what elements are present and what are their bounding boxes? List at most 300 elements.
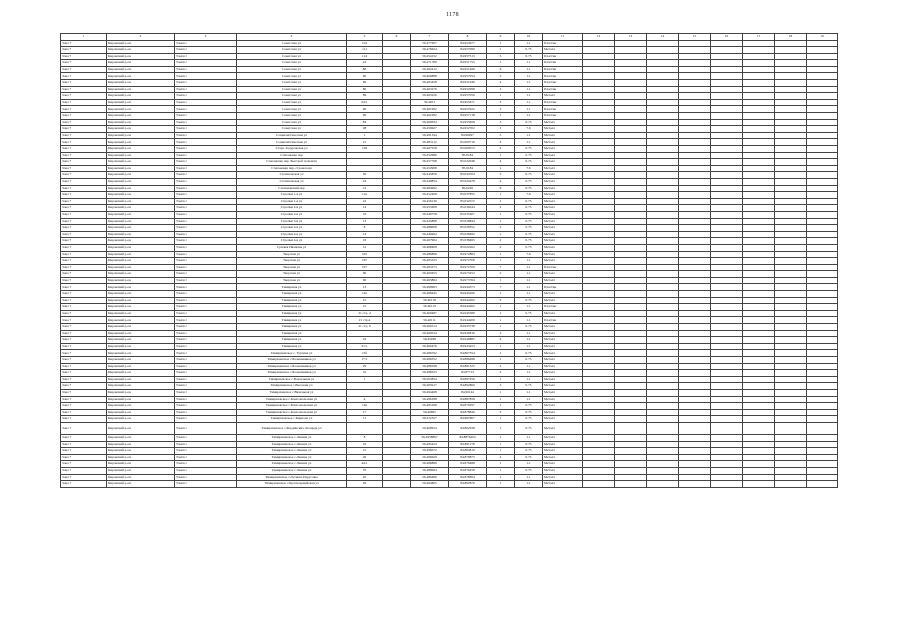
zone-cell: Зона 7 bbox=[61, 258, 107, 265]
material-cell: Металл bbox=[543, 251, 583, 258]
empty-cell bbox=[583, 310, 615, 317]
empty-cell bbox=[711, 376, 743, 383]
empty-cell bbox=[583, 185, 615, 192]
lon-cell: 85.035207 bbox=[449, 211, 487, 218]
empty-cell bbox=[583, 350, 615, 357]
material-cell: Пластик bbox=[543, 99, 583, 106]
empty-cell bbox=[615, 409, 647, 416]
empty-cell bbox=[743, 178, 775, 185]
empty-cell bbox=[583, 454, 615, 461]
volume-cell: 1.1 bbox=[515, 86, 543, 93]
count-cell: 3 bbox=[487, 86, 515, 93]
empty-cell bbox=[583, 80, 615, 87]
empty-cell bbox=[775, 310, 807, 317]
lon-cell: 84.944209 bbox=[449, 317, 487, 324]
empty-cell bbox=[615, 454, 647, 461]
empty-cell bbox=[647, 139, 679, 146]
extra-cell bbox=[383, 165, 411, 172]
column-header: 6 bbox=[383, 34, 411, 41]
empty-cell bbox=[711, 448, 743, 455]
city-cell: Томск г bbox=[175, 73, 237, 80]
empty-cell bbox=[647, 178, 679, 185]
table-row bbox=[61, 422, 838, 434]
empty-cell bbox=[583, 291, 615, 298]
empty-cell bbox=[615, 284, 647, 291]
lat-cell: 56.455608 bbox=[411, 205, 449, 212]
district-cell: Кировский р-он bbox=[107, 271, 175, 278]
volume-cell: 0.75 bbox=[515, 172, 543, 179]
empty-cell bbox=[743, 297, 775, 304]
volume-cell: 7.6 bbox=[515, 251, 543, 258]
empty-cell bbox=[775, 185, 807, 192]
count-cell: 3 bbox=[487, 383, 515, 390]
empty-cell bbox=[743, 211, 775, 218]
empty-cell bbox=[807, 80, 838, 87]
lon-cell: 85.024278 bbox=[449, 178, 487, 185]
street-cell: Тимирязевское с.Вокзальная ул bbox=[237, 376, 347, 383]
empty-cell bbox=[647, 126, 679, 133]
street-cell: Советская ул bbox=[237, 126, 347, 133]
zone-cell: Зона 7 bbox=[61, 383, 107, 390]
empty-cell bbox=[807, 238, 838, 245]
empty-cell bbox=[711, 291, 743, 298]
empty-cell bbox=[807, 291, 838, 298]
table-row bbox=[61, 244, 838, 251]
table-row bbox=[61, 357, 838, 364]
empty-cell bbox=[807, 119, 838, 126]
material-cell: Пластик bbox=[543, 106, 583, 113]
empty-cell bbox=[647, 284, 679, 291]
empty-cell bbox=[615, 422, 647, 434]
empty-cell bbox=[743, 152, 775, 159]
extra-cell bbox=[383, 416, 411, 423]
street-cell: Советская ул bbox=[237, 86, 347, 93]
city-cell: Томск г bbox=[175, 244, 237, 251]
lat-cell: 56.488064 bbox=[411, 467, 449, 474]
lat-cell: 56.476624 bbox=[411, 47, 449, 54]
empty-cell bbox=[775, 152, 807, 159]
empty-cell bbox=[775, 99, 807, 106]
zone-cell: Зона 7 bbox=[61, 99, 107, 106]
empty-cell bbox=[583, 297, 615, 304]
material-cell: Металл bbox=[543, 310, 583, 317]
empty-cell bbox=[807, 152, 838, 159]
street-cell: Степановка пер. Быстрой транзитн bbox=[237, 159, 347, 166]
lon-cell: 84.886498 bbox=[449, 357, 487, 364]
house-cell: 114 bbox=[347, 53, 383, 60]
empty-cell bbox=[743, 185, 775, 192]
district-cell: Кировский р-он bbox=[107, 146, 175, 153]
table-row bbox=[61, 185, 838, 192]
empty-cell bbox=[775, 291, 807, 298]
material-cell: Пластик bbox=[543, 264, 583, 271]
district-cell: Кировский р-он bbox=[107, 139, 175, 146]
city-cell: Томск г bbox=[175, 396, 237, 403]
empty-cell bbox=[807, 376, 838, 383]
count-cell: 1 bbox=[487, 310, 515, 317]
empty-cell bbox=[647, 218, 679, 225]
street-cell: Стрелки 2-я ул bbox=[237, 205, 347, 212]
zone-cell: Зона 7 bbox=[61, 409, 107, 416]
empty-cell bbox=[679, 416, 711, 423]
empty-cell bbox=[775, 317, 807, 324]
count-cell: 2 bbox=[487, 370, 515, 377]
volume-cell: 1.1 bbox=[515, 474, 543, 481]
empty-cell bbox=[807, 225, 838, 232]
city-cell: Томск г bbox=[175, 152, 237, 159]
empty-cell bbox=[647, 192, 679, 199]
material-cell: Металл bbox=[543, 383, 583, 390]
district-cell: Кировский р-он bbox=[107, 350, 175, 357]
empty-cell bbox=[679, 343, 711, 350]
street-cell: Советская ул bbox=[237, 47, 347, 54]
table-row bbox=[61, 211, 838, 218]
lon-cell: 84.897456 bbox=[449, 376, 487, 383]
empty-cell bbox=[615, 416, 647, 423]
empty-cell bbox=[807, 47, 838, 54]
lon-cell: 85.009572 bbox=[449, 146, 487, 153]
empty-cell bbox=[679, 324, 711, 331]
volume-cell: 7.6 bbox=[515, 126, 543, 133]
empty-cell bbox=[615, 434, 647, 441]
empty-cell bbox=[807, 454, 838, 461]
empty-cell bbox=[807, 198, 838, 205]
material-cell: Металл bbox=[543, 132, 583, 139]
table-row bbox=[61, 481, 838, 488]
empty-cell bbox=[679, 251, 711, 258]
empty-cell bbox=[807, 99, 838, 106]
empty-cell bbox=[743, 93, 775, 100]
empty-cell bbox=[743, 481, 775, 488]
empty-cell bbox=[679, 238, 711, 245]
empty-cell bbox=[679, 73, 711, 80]
lon-cell: 84.953658 bbox=[449, 119, 487, 126]
lon-cell: 84.891178 bbox=[449, 441, 487, 448]
empty-cell bbox=[775, 198, 807, 205]
material-cell: Металл bbox=[543, 159, 583, 166]
zone-cell: Зона 7 bbox=[61, 350, 107, 357]
district-cell: Кировский р-он bbox=[107, 370, 175, 377]
lat-cell: 56.488198 bbox=[411, 363, 449, 370]
house-cell: 80 bbox=[347, 86, 383, 93]
extra-cell bbox=[383, 330, 411, 337]
lat-cell: 56.462412 bbox=[411, 66, 449, 73]
extra-cell bbox=[383, 474, 411, 481]
volume-cell: 1.1 bbox=[515, 264, 543, 271]
material-cell: Пластик bbox=[543, 284, 583, 291]
city-cell: Томск г bbox=[175, 357, 237, 364]
zone-cell: Зона 7 bbox=[61, 53, 107, 60]
zone-cell: Зона 7 bbox=[61, 60, 107, 67]
empty-cell bbox=[743, 192, 775, 199]
empty-cell bbox=[615, 357, 647, 364]
data-table bbox=[60, 33, 838, 488]
empty-cell bbox=[711, 350, 743, 357]
volume-cell: 1.1 bbox=[515, 113, 543, 120]
count-cell: 2 bbox=[487, 244, 515, 251]
house-cell: 43 bbox=[347, 60, 383, 67]
house-cell: 16 bbox=[347, 238, 383, 245]
empty-cell bbox=[711, 165, 743, 172]
lat-cell: 56.467258 bbox=[411, 146, 449, 153]
empty-cell bbox=[647, 185, 679, 192]
empty-cell bbox=[615, 310, 647, 317]
volume-cell: 0.75 bbox=[515, 119, 543, 126]
count-cell: 1 bbox=[487, 198, 515, 205]
empty-cell bbox=[647, 310, 679, 317]
city-cell: Томск г bbox=[175, 146, 237, 153]
material-cell: Пластик bbox=[543, 317, 583, 324]
empty-cell bbox=[583, 441, 615, 448]
city-cell: Томск г bbox=[175, 178, 237, 185]
empty-cell bbox=[615, 337, 647, 344]
volume-cell: 0.75 bbox=[515, 383, 543, 390]
empty-cell bbox=[775, 146, 807, 153]
house-cell: 21/1 bbox=[347, 343, 383, 350]
zone-cell: Зона 7 bbox=[61, 185, 107, 192]
lat-cell: 56.477207 bbox=[411, 40, 449, 47]
empty-cell bbox=[775, 132, 807, 139]
empty-cell bbox=[807, 113, 838, 120]
table-row bbox=[61, 165, 838, 172]
lon-cell: 85.032572 bbox=[449, 198, 487, 205]
street-cell: Тимирязев ул bbox=[237, 337, 347, 344]
count-cell: 1 bbox=[487, 434, 515, 441]
table-row bbox=[61, 317, 838, 324]
empty-cell bbox=[807, 40, 838, 47]
empty-cell bbox=[647, 409, 679, 416]
empty-cell bbox=[807, 403, 838, 410]
empty-cell bbox=[615, 350, 647, 357]
table-row bbox=[61, 383, 838, 390]
lat-cell: 56.449494 bbox=[411, 231, 449, 238]
district-cell: Кировский р-он bbox=[107, 264, 175, 271]
material-cell: Металл bbox=[543, 231, 583, 238]
lat-cell: 56.495424 bbox=[411, 441, 449, 448]
material-cell: Металл bbox=[543, 363, 583, 370]
table-row bbox=[61, 113, 838, 120]
material-cell: Металл bbox=[543, 441, 583, 448]
volume-cell: 0.75 bbox=[515, 403, 543, 410]
empty-cell bbox=[743, 99, 775, 106]
empty-cell bbox=[647, 357, 679, 364]
volume-cell: 1.1 bbox=[515, 389, 543, 396]
city-cell: Томск г bbox=[175, 403, 237, 410]
empty-cell bbox=[615, 403, 647, 410]
house-cell bbox=[347, 389, 383, 396]
lon-cell: 84.884819 bbox=[449, 448, 487, 455]
lat-cell: 56.460634 bbox=[411, 119, 449, 126]
city-cell: Томск г bbox=[175, 231, 237, 238]
empty-cell bbox=[743, 409, 775, 416]
empty-cell bbox=[807, 474, 838, 481]
material-cell: Металл bbox=[543, 172, 583, 179]
district-cell: Кировский р-он bbox=[107, 66, 175, 73]
street-cell: Тимирязев ул bbox=[237, 330, 347, 337]
zone-cell: Зона 7 bbox=[61, 461, 107, 468]
empty-cell bbox=[583, 113, 615, 120]
volume-cell: 0.75 bbox=[515, 47, 543, 54]
city-cell: Томск г bbox=[175, 350, 237, 357]
street-cell: Советская ул bbox=[237, 66, 347, 73]
empty-cell bbox=[711, 403, 743, 410]
extra-cell bbox=[383, 80, 411, 87]
column-header: 18 bbox=[775, 34, 807, 41]
empty-cell bbox=[647, 370, 679, 377]
empty-cell bbox=[807, 343, 838, 350]
count-cell: 2 bbox=[487, 409, 515, 416]
house-cell: 26 bbox=[347, 454, 383, 461]
lat-cell: 56.452908 bbox=[411, 165, 449, 172]
empty-cell bbox=[679, 93, 711, 100]
house-cell: 11 bbox=[347, 416, 383, 423]
empty-cell bbox=[807, 178, 838, 185]
city-cell: Томск г bbox=[175, 218, 237, 225]
volume-cell: 1.1 bbox=[515, 481, 543, 488]
empty-cell bbox=[711, 461, 743, 468]
empty-cell bbox=[647, 119, 679, 126]
material-cell: Пластик bbox=[543, 113, 583, 120]
empty-cell bbox=[647, 441, 679, 448]
empty-cell bbox=[615, 297, 647, 304]
count-cell: 1 bbox=[487, 461, 515, 468]
material-cell: Металл bbox=[543, 403, 583, 410]
street-cell: Стрелки 4-я ул bbox=[237, 238, 347, 245]
empty-cell bbox=[583, 238, 615, 245]
empty-cell bbox=[775, 53, 807, 60]
city-cell: Томск г bbox=[175, 389, 237, 396]
empty-cell bbox=[615, 99, 647, 106]
empty-cell bbox=[647, 343, 679, 350]
empty-cell bbox=[679, 146, 711, 153]
house-cell: 21 bbox=[347, 448, 383, 455]
city-cell: Томск г bbox=[175, 106, 237, 113]
zone-cell: Зона 7 bbox=[61, 80, 107, 87]
empty-cell bbox=[807, 363, 838, 370]
empty-cell bbox=[743, 310, 775, 317]
empty-cell bbox=[711, 139, 743, 146]
extra-cell bbox=[383, 132, 411, 139]
extra-cell bbox=[383, 178, 411, 185]
empty-cell bbox=[807, 297, 838, 304]
empty-cell bbox=[583, 271, 615, 278]
empty-cell bbox=[775, 60, 807, 67]
empty-cell bbox=[615, 192, 647, 199]
zone-cell: Зона 7 bbox=[61, 434, 107, 441]
empty-cell bbox=[647, 159, 679, 166]
city-cell: Томск г bbox=[175, 277, 237, 284]
empty-cell bbox=[775, 343, 807, 350]
street-cell: Стрелки 2-я ул bbox=[237, 211, 347, 218]
material-cell: Металл bbox=[543, 467, 583, 474]
empty-cell bbox=[583, 93, 615, 100]
table-row bbox=[61, 370, 838, 377]
city-cell: Томск г bbox=[175, 434, 237, 441]
house-cell: 1 bbox=[347, 376, 383, 383]
house-cell bbox=[347, 165, 383, 172]
empty-cell bbox=[583, 363, 615, 370]
material-cell: Металл bbox=[543, 350, 583, 357]
house-cell: 4 bbox=[347, 396, 383, 403]
lon-cell: 84.876458 bbox=[449, 467, 487, 474]
empty-cell bbox=[647, 47, 679, 54]
empty-cell bbox=[807, 324, 838, 331]
extra-cell bbox=[383, 218, 411, 225]
table-row bbox=[61, 218, 838, 225]
city-cell: Томск г bbox=[175, 119, 237, 126]
empty-cell bbox=[775, 422, 807, 434]
extra-cell bbox=[383, 310, 411, 317]
empty-cell bbox=[775, 159, 807, 166]
lat-cell: 56.461992 bbox=[411, 113, 449, 120]
empty-cell bbox=[679, 185, 711, 192]
empty-cell bbox=[679, 53, 711, 60]
empty-cell bbox=[647, 53, 679, 60]
empty-cell bbox=[583, 192, 615, 199]
empty-cell bbox=[807, 185, 838, 192]
extra-cell bbox=[383, 185, 411, 192]
count-cell: 1 bbox=[487, 192, 515, 199]
empty-cell bbox=[711, 119, 743, 126]
lon-cell: 85.0249 bbox=[449, 185, 487, 192]
material-cell: Пластик bbox=[543, 86, 583, 93]
extra-cell bbox=[383, 376, 411, 383]
lon-cell: 84.957022 bbox=[449, 106, 487, 113]
zone-cell: Зона 7 bbox=[61, 244, 107, 251]
volume-cell: 0.75 bbox=[515, 211, 543, 218]
city-cell: Томск г bbox=[175, 409, 237, 416]
zone-cell: Зона 7 bbox=[61, 264, 107, 271]
lat-cell: 56.460487 bbox=[411, 310, 449, 317]
extra-cell bbox=[383, 53, 411, 60]
empty-cell bbox=[615, 66, 647, 73]
zone-cell: Зона 7 bbox=[61, 357, 107, 364]
extra-cell bbox=[383, 481, 411, 488]
empty-cell bbox=[647, 205, 679, 212]
street-cell: Стрелки 1-я ул bbox=[237, 198, 347, 205]
empty-cell bbox=[583, 66, 615, 73]
empty-cell bbox=[775, 139, 807, 146]
volume-cell: 0.75 bbox=[515, 416, 543, 423]
empty-cell bbox=[679, 350, 711, 357]
empty-cell bbox=[615, 277, 647, 284]
lon-cell: 84.87713 bbox=[449, 370, 487, 377]
empty-cell bbox=[615, 205, 647, 212]
empty-cell bbox=[583, 119, 615, 126]
extra-cell bbox=[383, 284, 411, 291]
empty-cell bbox=[743, 60, 775, 67]
count-cell: 4 bbox=[487, 139, 515, 146]
table-row bbox=[61, 376, 838, 383]
street-cell: Тимирязевское с.Ленина ул bbox=[237, 448, 347, 455]
empty-cell bbox=[711, 93, 743, 100]
zone-cell: Зона 7 bbox=[61, 113, 107, 120]
empty-cell bbox=[583, 357, 615, 364]
zone-cell: Зона 7 bbox=[61, 389, 107, 396]
empty-cell bbox=[583, 53, 615, 60]
empty-cell bbox=[679, 264, 711, 271]
street-cell: Тимирязевское с.Кординских площадь ул bbox=[237, 422, 347, 434]
empty-cell bbox=[679, 383, 711, 390]
lat-cell: 56.456136 bbox=[411, 198, 449, 205]
table-row bbox=[61, 258, 838, 265]
zone-cell: Зона 7 bbox=[61, 370, 107, 377]
volume-cell: 1.1 bbox=[515, 93, 543, 100]
empty-cell bbox=[679, 403, 711, 410]
count-cell: 1 bbox=[487, 251, 515, 258]
empty-cell bbox=[583, 225, 615, 232]
empty-cell bbox=[647, 277, 679, 284]
